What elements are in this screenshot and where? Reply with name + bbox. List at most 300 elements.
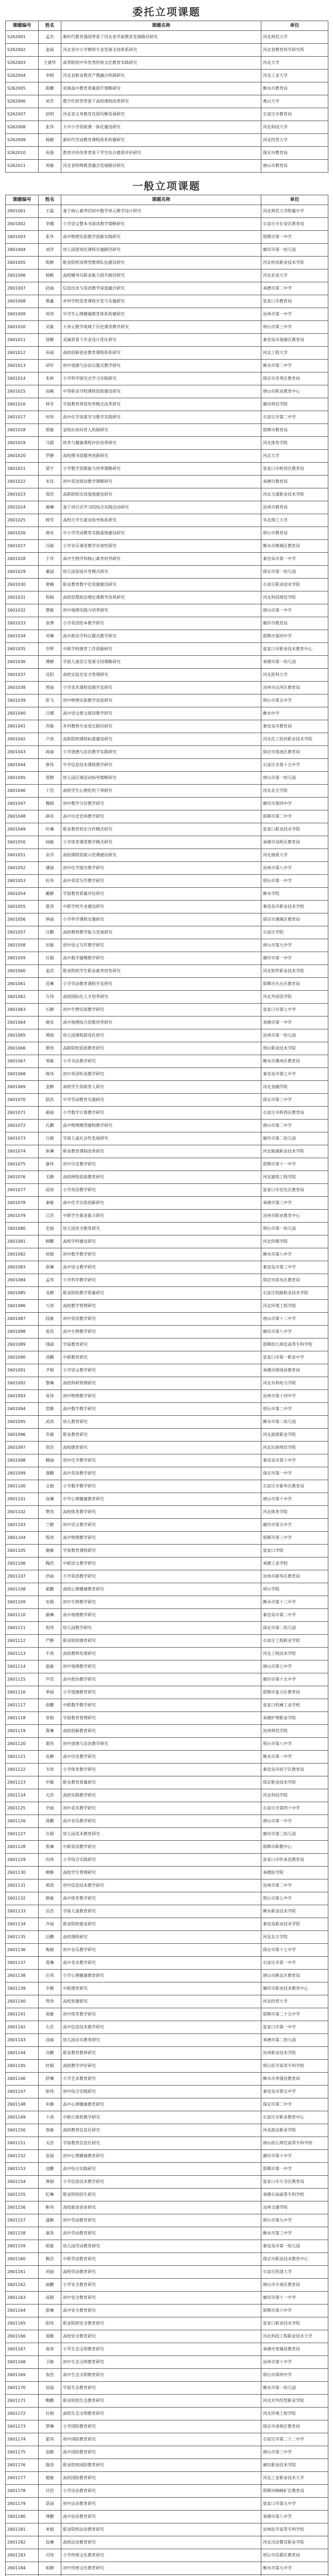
cell-code: 2601156	[6, 2201, 39, 2214]
cell-unit: 邢台市教育局	[261, 527, 328, 540]
cell-unit: 廊坊市职业技术教育中心	[261, 1982, 328, 1995]
cell-code: 2601123	[6, 1776, 39, 1789]
cell-code: 2601135	[6, 1931, 39, 1944]
cell-unit: 唐山市丰南区教育局	[261, 2279, 328, 2292]
table-row	[6, 682, 328, 694]
cell-code: 2601147	[6, 2086, 39, 2098]
cell-unit: 河北大学	[261, 57, 328, 70]
cell-code: 2601137	[6, 1957, 39, 1970]
cell-title: 初中英语阅读教学策略研究	[61, 476, 261, 488]
cell-title: 初中劳动教育研究	[61, 2214, 261, 2227]
cell-name: 刘洋	[39, 244, 61, 257]
table-row	[6, 913, 328, 926]
cell-title: 高校国防教育研究	[61, 2472, 261, 2485]
cell-name: 时娟	[39, 2060, 61, 2073]
table-row	[6, 2021, 328, 2034]
cell-unit: 唐山市第一中学	[261, 604, 328, 617]
cell-unit: 河北工程大学	[261, 347, 328, 360]
cell-name: 于洋	[39, 553, 61, 566]
cell-title: 小学心理健康教育研究	[61, 1970, 261, 1982]
cell-title: 高中地理教学研究	[61, 1609, 261, 1622]
cell-title: 高校网络思政教育研究	[61, 1171, 261, 1184]
table-row	[6, 321, 328, 334]
table-row	[6, 1699, 328, 1712]
cell-name: 蔡伟	[39, 759, 61, 772]
cell-name: 王建华	[39, 57, 61, 70]
cell-title: 高校教学管理研究	[61, 1300, 261, 1313]
cell-code: 2601183	[6, 2549, 39, 2562]
table-row	[6, 205, 328, 218]
table-row	[6, 1197, 328, 1210]
table-row	[6, 437, 328, 450]
cell-name: 倪伟	[39, 1622, 61, 1635]
cell-code: 2601116	[6, 1686, 39, 1699]
table-row	[6, 810, 328, 823]
cell-unit: 秦皇岛市教育局	[261, 720, 328, 733]
cell-unit: 河北医科大学	[261, 669, 328, 682]
cell-title: 高中体育教学研究	[61, 1892, 261, 1905]
cell-code: 2601155	[6, 2189, 39, 2201]
cell-title: 河北省职业教育产教融合机制研究	[61, 70, 261, 82]
cell-code: 2601146	[6, 2073, 39, 2086]
cell-name: 史丽	[39, 1223, 61, 1235]
cell-name: 钱丽	[39, 1338, 61, 1351]
cell-code: 2601077	[6, 1184, 39, 1197]
cell-name: 童涛	[39, 2227, 61, 2240]
cell-unit: 唐山幼儿师范高等专科学校	[261, 2137, 328, 2150]
cell-title: 高职院校课程标准建设研究	[61, 733, 261, 746]
cell-name: 傅静	[39, 656, 61, 669]
table-row	[6, 1583, 328, 1596]
cell-name: 覃琳	[39, 2420, 61, 2433]
table-row	[6, 160, 328, 173]
cell-name: 申敏	[39, 1776, 61, 1789]
cell-name: 江浩	[39, 1210, 61, 1223]
table-header-row	[6, 21, 328, 31]
cell-name: 舒琳	[39, 2073, 61, 2086]
cell-name: 洪丽	[39, 1570, 61, 1583]
cell-code: 2601115	[6, 1673, 39, 1686]
cell-code: 2601016	[6, 398, 39, 411]
cell-title: 小学数学思维能力培养策略研究	[61, 463, 261, 476]
cell-code: 2601071	[6, 1107, 39, 1120]
table-row	[6, 1416, 328, 1429]
cell-name: 宋佳	[39, 476, 61, 488]
cell-code: 2601091	[6, 1364, 39, 1377]
cell-name: 梅娟	[39, 1944, 61, 1957]
cell-code: 2601017	[6, 411, 39, 424]
cell-unit: 保定市莲池区教育局	[261, 746, 328, 759]
cell-code: 2601042	[6, 733, 39, 746]
cell-code: 2601067	[6, 1055, 39, 1068]
table-row	[6, 566, 328, 579]
cell-unit: 石家庄市长安区教育局	[261, 218, 328, 231]
cell-name: 景丽	[39, 2498, 61, 2511]
cell-unit: 河北农业大学	[261, 269, 328, 282]
cell-code: 2601043	[6, 746, 39, 759]
cell-unit: 衡水职业技术学院	[261, 1905, 328, 1918]
cell-title: 职业教育教师研究	[61, 2047, 261, 2060]
table-row	[6, 1764, 328, 1776]
cell-unit: 石家庄市新华区教育局	[261, 1480, 328, 1493]
cell-name: 俞鹏	[39, 1699, 61, 1712]
section-commissioned	[5, 3, 328, 173]
cell-unit: 河北科技工程职业技术大学	[261, 2330, 328, 2343]
table-row	[6, 269, 328, 282]
cell-unit: 秦皇岛职业技术学院	[261, 1918, 328, 1931]
cell-title: 小学生态文明教育研究	[61, 2343, 261, 2356]
cell-name: 姜浩	[39, 965, 61, 978]
cell-unit: 河北金融学院	[261, 1081, 328, 1094]
cell-code: 2601052	[6, 862, 39, 875]
cell-title: 高中音乐教学研究	[61, 1815, 261, 1828]
table-row	[6, 2330, 328, 2343]
table-row	[6, 231, 328, 244]
cell-unit: 河北工程技术学院	[261, 1648, 328, 1660]
cell-code: S262003	[6, 57, 39, 70]
cell-unit: 张家口市第五中学	[261, 2498, 328, 2511]
cell-name: 武涛	[39, 1416, 61, 1429]
table-row	[6, 134, 328, 147]
cell-name: 盛静	[39, 2214, 61, 2227]
cell-title: 高中物理模型建构教学研究	[61, 1120, 261, 1132]
cell-title: 高中语文教学研究	[61, 1261, 261, 1274]
cell-title: 初中心理健康教育研究	[61, 2150, 261, 2163]
cell-name: 孙丽	[39, 347, 61, 360]
cell-title: 河北省义务教育优质均衡发展研究	[61, 108, 261, 121]
cell-code: 2601018	[6, 424, 39, 437]
table-row	[6, 772, 328, 785]
table-row	[6, 1596, 328, 1609]
cell-name: 潘丽	[39, 862, 61, 875]
cell-name: 向伟	[39, 1854, 61, 1867]
cell-title: 体育与健康课程评价改革研究	[61, 437, 261, 450]
cell-unit: 河北司法警官职业学院	[261, 2536, 328, 2549]
table-row	[6, 1235, 328, 1248]
cell-title: 幼儿园美术教育研究	[61, 1828, 261, 1841]
cell-unit: 承德市第二中学	[261, 282, 328, 295]
table-row	[6, 1107, 328, 1120]
table-row	[6, 759, 328, 772]
table-row	[6, 2523, 328, 2536]
cell-name: 霍伟	[39, 2433, 61, 2446]
cell-code: 2601122	[6, 1764, 39, 1776]
cell-name: 张华	[39, 231, 61, 244]
cell-code: S262005	[6, 82, 39, 95]
cell-unit: 沧州市第八中学	[261, 862, 328, 875]
cell-code: 2601169	[6, 2369, 39, 2382]
cell-name: 赵丽	[39, 282, 61, 295]
cell-title: 初中语文写作教学研究	[61, 939, 261, 952]
cell-code: 2601084	[6, 1274, 39, 1287]
table-row	[6, 2111, 328, 2124]
cell-name: 隋涛	[39, 2459, 61, 2472]
cell-code: 2601082	[6, 1248, 39, 1261]
table-row	[6, 978, 328, 991]
cell-name: 石静	[39, 1004, 61, 1016]
cell-title: 小学道德教育研究	[61, 1686, 261, 1699]
cell-title: 高校学科建设研究	[61, 1235, 261, 1248]
table-row	[6, 1223, 328, 1235]
cell-title: 幼儿园音乐教育研究	[61, 2034, 261, 2047]
cell-code: 2601012	[6, 347, 39, 360]
table-row	[6, 1712, 328, 1725]
cell-title: 学前生态教育研究	[61, 2382, 261, 2395]
table-row	[6, 836, 328, 849]
cell-unit: 石家庄市职业教育中心	[261, 2111, 328, 2124]
cell-unit: 邢台市第四中学	[261, 2369, 328, 2382]
cell-code: 2601053	[6, 875, 39, 888]
cell-unit: 保定市第一中学	[261, 1467, 328, 1480]
cell-title: 高中化学实验创新研究	[61, 1197, 261, 1210]
cell-name: 翁静	[39, 2446, 61, 2459]
cell-code: 2601092	[6, 1377, 39, 1390]
cell-unit: 石家庄学院	[261, 926, 328, 939]
cell-title: 小学科学课程实施研究	[61, 913, 261, 926]
cell-name: 邢涛	[39, 1879, 61, 1892]
cell-name: 周敏	[39, 160, 61, 173]
cell-code: 2601061	[6, 978, 39, 991]
table-row	[6, 1892, 328, 1905]
cell-title: 中职数学教学研究	[61, 1699, 261, 1712]
cell-code: 2601054	[6, 888, 39, 901]
cell-code: 2601161	[6, 2266, 39, 2279]
cell-code: 2601129	[6, 1854, 39, 1867]
table-row	[6, 1609, 328, 1622]
cell-title: 初中音乐教学研究	[61, 1944, 261, 1957]
table-row	[6, 643, 328, 656]
cell-title: 高校法治教育研究	[61, 2536, 261, 2549]
cell-unit: 承德市第一幼儿园	[261, 656, 328, 669]
cell-unit: 邢台市第八中学	[261, 1738, 328, 1751]
cell-name: 尤浩	[39, 1789, 61, 1802]
cell-unit: 河北工业大学	[261, 70, 328, 82]
cell-unit: 保定市第二中学	[261, 2098, 328, 2111]
table-row	[6, 450, 328, 463]
cell-name: 方伟	[39, 991, 61, 1004]
cell-unit: 石家庄市第一中学	[261, 1957, 328, 1970]
cell-code: 2601027	[6, 540, 39, 553]
cell-title: 高校劳动教育研究	[61, 2266, 261, 2279]
cell-name: 汤鹏	[39, 1351, 61, 1364]
table-row	[6, 1120, 328, 1132]
cell-name: 牟静	[39, 2098, 61, 2111]
cell-title: 初中物理实验教学改进研究	[61, 694, 261, 707]
cell-unit: 张家口市怀来县教育局	[261, 1854, 328, 1867]
cell-unit: 衡水学院	[261, 888, 328, 901]
cell-code: 2601152	[6, 2150, 39, 2163]
cell-title: 学前儿童教育研究	[61, 1905, 261, 1918]
table-row	[6, 1635, 328, 1648]
cell-unit: 邯郸市教育局	[261, 424, 328, 437]
cell-title: 小学劳动教育课程开发研究	[61, 978, 261, 991]
table-row	[6, 888, 328, 901]
cell-name: 凌鹏	[39, 2163, 61, 2176]
cell-name: 常静	[39, 1403, 61, 1416]
cell-title: 职业院校安全教育研究	[61, 2317, 261, 2330]
cell-code: 2601056	[6, 913, 39, 926]
cell-name: 左浩	[39, 2021, 61, 2034]
cell-code: 2601170	[6, 2382, 39, 2395]
cell-title: 高校实践教学研究	[61, 1789, 261, 1802]
cell-unit: 石家庄铁道大学	[261, 2266, 328, 2279]
cell-title: 高中政治学科议题式教学研究	[61, 630, 261, 643]
table-row	[6, 218, 328, 231]
cell-title: 初中法治教育研究	[61, 2498, 261, 2511]
table-row	[6, 1068, 328, 1081]
cell-name: 庞琳	[39, 1493, 61, 1506]
cell-title: 高校思想政治理论课教学改革研究	[61, 591, 261, 604]
table-row	[6, 334, 328, 347]
cell-code: 2601112	[6, 1635, 39, 1648]
cell-name: 兰静	[39, 1519, 61, 1532]
header-title: 课题名称	[61, 195, 261, 205]
table-row	[6, 1545, 328, 1557]
table-row	[6, 1364, 328, 1377]
cell-code: 2601029	[6, 566, 39, 579]
cell-name: 包琳	[39, 2536, 61, 2549]
table-row	[6, 1622, 328, 1635]
cell-title: 初中体育教学研究	[61, 2008, 261, 2021]
table-row	[6, 1261, 328, 1274]
cell-unit: 承德市宽城县教育局	[261, 2343, 328, 2356]
table-row	[6, 1338, 328, 1351]
table-row	[6, 2549, 328, 2562]
cell-name: 纪琳	[39, 2189, 61, 2201]
cell-name: 贺浩	[39, 1442, 61, 1454]
cell-name: 黎琳	[39, 1377, 61, 1390]
cell-title: 学前儿童社会性发展研究	[61, 1132, 261, 1145]
table-row	[6, 1390, 328, 1403]
cell-name: 唐亮	[39, 527, 61, 540]
cell-title: 学前教育研究	[61, 1338, 261, 1351]
cell-code: 2601121	[6, 1751, 39, 1764]
cell-code: 2601006	[6, 269, 39, 282]
cell-code: S262010	[6, 147, 39, 160]
cell-unit: 河北工业职业技术大学	[261, 2472, 328, 2485]
table-row	[6, 1570, 328, 1583]
cell-title: 学前教育管理研究	[61, 1712, 261, 1725]
cell-unit: 秦皇岛市第一幼儿园	[261, 2240, 328, 2253]
cell-name: 司伟	[39, 2549, 61, 2562]
cell-name: 白娟	[39, 1132, 61, 1145]
cell-code: 2601158	[6, 2227, 39, 2240]
cell-title: 高中数学建模教学研究	[61, 952, 261, 965]
cell-title: 初中数学分层教学研究	[61, 798, 261, 810]
cell-unit: 秦皇岛市第三中学	[261, 1261, 328, 1274]
table-row	[6, 1867, 328, 1879]
cell-unit: 沧州市新华区教育局	[261, 1570, 328, 1583]
cell-code: 2601089	[6, 1338, 39, 1351]
cell-code: 2601045	[6, 772, 39, 785]
table-row	[6, 785, 328, 798]
cell-name: 甄浩	[39, 2253, 61, 2266]
cell-unit: 华北理工大学	[261, 514, 328, 527]
cell-unit: 河北传媒学院	[261, 1235, 328, 1248]
cell-name: 戴静	[39, 888, 61, 901]
cell-code: 2601109	[6, 1596, 39, 1609]
cell-code: 2601142	[6, 2021, 39, 2034]
table-row	[6, 1931, 328, 1944]
table-row	[6, 411, 328, 424]
table-row	[6, 2395, 328, 2408]
cell-name: 项丽	[39, 2266, 61, 2279]
table-row	[6, 57, 328, 70]
cell-code: 2601141	[6, 2008, 39, 2021]
table-row	[6, 1313, 328, 1326]
cell-unit: 邯郸市第三中学	[261, 1532, 328, 1545]
cell-name: 姜丽	[39, 44, 61, 57]
table-row	[6, 991, 328, 1004]
cell-code: 2601007	[6, 282, 39, 295]
table-row	[6, 798, 328, 810]
table-row	[6, 604, 328, 617]
cell-code: 2601132	[6, 1892, 39, 1905]
table-row	[6, 1287, 328, 1300]
cell-title: 高中生物教学研究	[61, 1326, 261, 1338]
cell-unit: 保定职业技术学院	[261, 1776, 328, 1789]
cell-name: 芦浩	[39, 1673, 61, 1686]
table-row	[6, 1055, 328, 1068]
cell-title: 高等院校中华优秀传统文化教育实践研究	[61, 57, 261, 70]
table-row	[6, 308, 328, 321]
cell-title: 高职院校实训基地建设研究	[61, 488, 261, 501]
cell-title: 初中历史教学研究	[61, 1158, 261, 1171]
table-row	[6, 295, 328, 308]
cell-title: 小学体育课堂教学模式研究	[61, 836, 261, 849]
cell-unit: 保定市职业技术教育中心	[261, 2253, 328, 2266]
cell-unit: 沧州市职业教育中心	[261, 1210, 328, 1223]
cell-code: 2601173	[6, 2420, 39, 2433]
cell-name: 何伟	[39, 411, 61, 424]
cell-unit: 廊坊市第一幼儿园	[261, 244, 328, 257]
cell-code: 2601087	[6, 1313, 39, 1326]
cell-title: 中职语文教学研究	[61, 1557, 261, 1570]
cell-code: S262007	[6, 108, 39, 121]
table-row	[6, 617, 328, 630]
cell-name: 韦涛	[39, 1764, 61, 1776]
cell-unit: 石家庄市教育局	[261, 108, 328, 121]
cell-unit: 承德护理职业学院	[261, 1712, 328, 1725]
table-row	[6, 2317, 328, 2330]
cell-title: 初中信息技术教学研究	[61, 1879, 261, 1892]
cell-title: 高校课程思政示范课建设研究	[61, 849, 261, 862]
cell-name: 植敏	[39, 2472, 61, 2485]
cell-name: 金静	[39, 1081, 61, 1094]
header-title: 课题名称	[61, 21, 261, 31]
cell-code: 2601134	[6, 1918, 39, 1931]
cell-title: 幼儿园劳动教育研究	[61, 2240, 261, 2253]
table-row	[6, 901, 328, 913]
cell-name: 鲍鹏	[39, 2395, 61, 2408]
cell-name: 郭敏	[39, 424, 61, 437]
cell-title: 高中安全教育研究	[61, 2304, 261, 2317]
cell-code: 2601110	[6, 1609, 39, 1622]
cell-unit: 石家庄市第二中学	[261, 411, 328, 424]
cell-title: 中职计算机教学研究	[61, 2111, 261, 2124]
cell-title: 小学数学计算教学研究	[61, 1107, 261, 1120]
table-row	[6, 31, 328, 44]
cell-name: 高峰	[39, 385, 61, 398]
cell-name: 贾静	[39, 772, 61, 785]
table-row	[6, 591, 328, 604]
cell-name: 柳静	[39, 1867, 61, 1879]
cell-unit: 廊坊师范学院	[261, 398, 328, 411]
cell-code: 2601171	[6, 2395, 39, 2408]
cell-name: 吕娜	[39, 707, 61, 720]
cell-title: 初中综合实践研究	[61, 2086, 261, 2098]
cell-name: 耿伟	[39, 2086, 61, 2098]
